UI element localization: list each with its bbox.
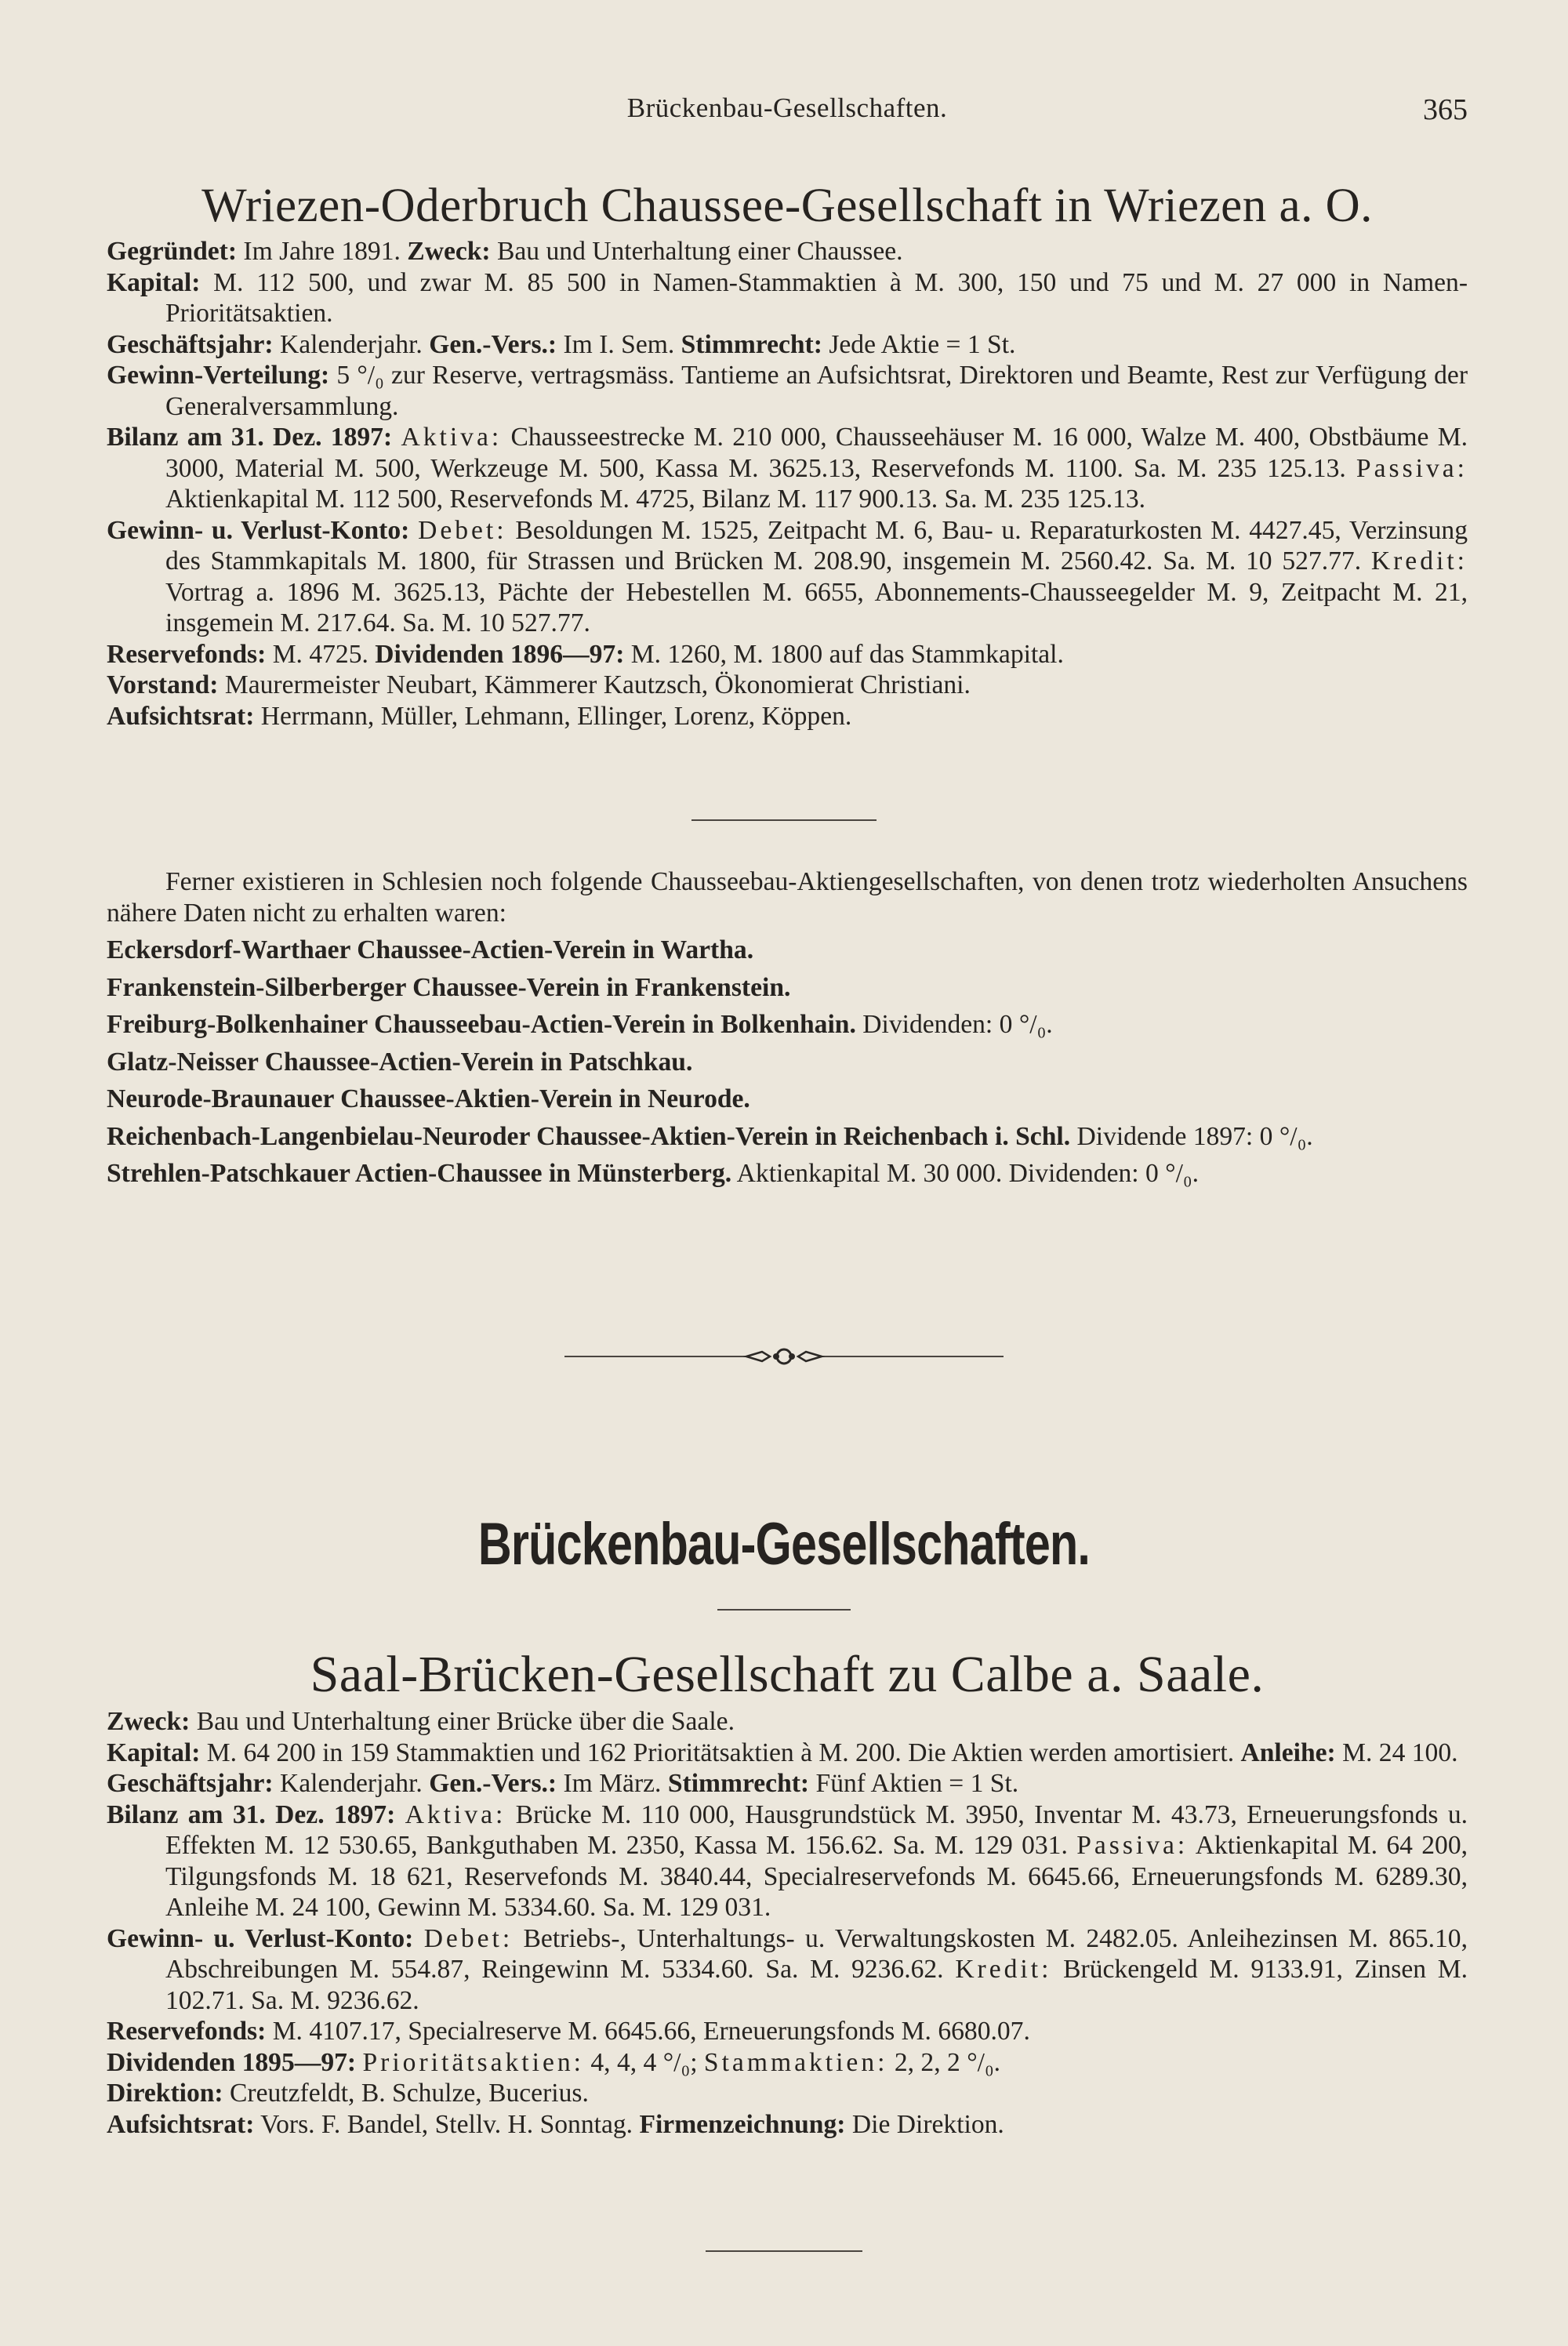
text: Aktienkapital M. 30 000. Dividenden: 0 °/₀. bbox=[731, 1159, 1200, 1188]
label: Anleihe: bbox=[1240, 1738, 1336, 1767]
entry-reservefonds bbox=[107, 2016, 1468, 2047]
company-list-item bbox=[107, 1121, 1468, 1153]
entry-guv bbox=[107, 1923, 1468, 2017]
company-list-item bbox=[107, 1047, 1468, 1078]
label: Direktion: bbox=[107, 2079, 223, 2108]
label: Zweck: bbox=[407, 237, 491, 266]
label: Reservefonds: bbox=[107, 2017, 267, 2046]
text: Bau und Unterhaltung einer Brücke über die Saale. bbox=[190, 1707, 735, 1736]
entry-guv bbox=[107, 515, 1468, 639]
entry-kapital bbox=[107, 1738, 1468, 1769]
text: Vors. F. Bandel, Stellv. H. Sonntag. bbox=[254, 2109, 640, 2139]
passiva-label: Passiva: bbox=[1076, 1831, 1189, 1860]
text: Maurermeister Neubart, Kämmerer Kautzsch, Ökonomierat Christiani. bbox=[218, 670, 971, 699]
text: Herrmann, Müller, Lehmann, Ellinger, Lorenz, Köppen. bbox=[254, 701, 852, 731]
entry-bilanz bbox=[107, 422, 1468, 515]
company-list-item bbox=[107, 972, 1468, 1004]
entry-bilanz bbox=[107, 1799, 1468, 1923]
company-name: Frankenstein-Silberberger Chaussee-Verein in Frankenstein. bbox=[107, 972, 791, 1002]
entry-gegruendet bbox=[107, 236, 1468, 267]
label: Bilanz am 31. Dez. 1897: bbox=[107, 423, 393, 452]
label: Gewinn-Verteilung: bbox=[107, 361, 330, 390]
text: M. 64 200 in 159 Stammaktien und 162 Prioritätsaktien à M. 200. Die Aktien werden amortisiert. bbox=[200, 1738, 1241, 1767]
text: Chausseestrecke M. 210 000, Chausseehäuser M. 16 000, Walze M. 400, Obstbäume M. 3000, Material M. 500, Werkzeuge M. 500, Kassa M. 3625.13, Reservefonds M. 1100. Sa. M. 235 125.13. bbox=[165, 423, 1468, 483]
debet-label: Debet: bbox=[423, 1923, 514, 1953]
text: Aktienkapital M. 64 200, Tilgungsfonds M. 18 621, Reservefonds M. 3840.44, Specialreservefonds M. 6645.66, Erneuerungsfonds M. 6289.30, Anleihe M. 24 100, Gewinn M. 5334.60. Sa. M. 129 031. bbox=[165, 1831, 1468, 1922]
separator-rule bbox=[717, 1609, 851, 1611]
label: Firmenzeichnung: bbox=[639, 2109, 846, 2139]
kredit-label: Kredit: bbox=[1370, 547, 1468, 576]
kredit-label: Kredit: bbox=[955, 1955, 1052, 1984]
text: Fünf Aktien = 1 St. bbox=[809, 1769, 1019, 1798]
entry-geschaeftsjahr bbox=[107, 329, 1468, 361]
text: M. 4725. bbox=[266, 639, 376, 669]
text: Creutzfeldt, B. Schulze, Bucerius. bbox=[223, 2079, 589, 2108]
label: Dividenden 1895—97: bbox=[107, 2047, 357, 2077]
text: Vortrag a. 1896 M. 3625.13, Pächte der Hebestellen M. 6655, Abonnements-Chausseegelder M. 9, Zeitpacht M. 21, insgemein M. 217.64. Sa. M. 10 527.77. bbox=[165, 577, 1468, 637]
text: M. 112 500, und zwar M. 85 500 in Namen-Stammaktien à M. 300, 150 und 75 und M. 27 000 in Namen-Prioritätsaktien. bbox=[165, 267, 1468, 328]
text: Kalenderjahr. bbox=[273, 1769, 430, 1798]
company-wriezen bbox=[107, 176, 1468, 732]
entry-geschaeftsjahr bbox=[107, 1768, 1468, 1799]
label: Kapital: bbox=[107, 1738, 201, 1767]
text: Im I. Sem. bbox=[557, 329, 681, 359]
text: Im Jahre 1891. bbox=[237, 237, 408, 266]
separator-rule bbox=[691, 819, 877, 821]
text: Besoldungen M. 1525, Zeitpacht M. 6, Bau- u. Reparaturkosten M. 4427.45, Verzinsung des Stammkapitals M. 1800, für Strassen und Brücken M. 208.90, insgemein M. 2560.42. Sa. M. 10 527.77. bbox=[165, 515, 1468, 576]
label: Gegründet: bbox=[107, 237, 238, 266]
entry-gewinn-verteilung bbox=[107, 360, 1468, 422]
text: 4, 4, 4 °/₀; bbox=[584, 2047, 704, 2077]
label: Geschäftsjahr: bbox=[107, 1769, 274, 1798]
label: Stimmrecht: bbox=[667, 1769, 810, 1798]
label: Stimmrecht: bbox=[681, 329, 822, 359]
text: M. 24 100. bbox=[1335, 1738, 1458, 1767]
entry-zweck bbox=[107, 1706, 1468, 1738]
entry-aufsichtsrat bbox=[107, 701, 1468, 732]
running-head-title: Brückenbau-Gesellschaften. bbox=[626, 93, 948, 123]
label: Gewinn- u. Verlust-Konto: bbox=[107, 515, 410, 545]
text: Brücke M. 110 000, Hausgrundstück M. 3950, Inventar M. 43.73, Erneuerungsfonds u. Effekten M. 12 530.65, Bankguthaben M. 2350, Kassa M. 156.62. Sa. M. 129 031. bbox=[165, 1799, 1468, 1860]
company-calbe bbox=[107, 1645, 1468, 2140]
text: Dividende 1897: 0 °/₀. bbox=[1070, 1121, 1313, 1151]
company-name: Freiburg-Bolkenhainer Chausseebau-Actien-Verein in Bolkenhain. bbox=[107, 1010, 856, 1039]
company-name: Neurode-Braunauer Chaussee-Aktien-Verein in Neurode. bbox=[107, 1084, 750, 1113]
company-name: Eckersdorf-Warthaer Chaussee-Actien-Verein in Wartha. bbox=[107, 935, 754, 964]
entry-reservefonds bbox=[107, 639, 1468, 670]
label: Gewinn- u. Verlust-Konto: bbox=[107, 1923, 414, 1953]
label: Gen.-Vers.: bbox=[429, 1769, 557, 1798]
entry-direktion bbox=[107, 2078, 1468, 2109]
company-list-item bbox=[107, 1158, 1468, 1189]
label: Reservefonds: bbox=[107, 639, 267, 669]
ornament-divider-icon bbox=[564, 1341, 1004, 1372]
label: Geschäftsjahr: bbox=[107, 329, 274, 359]
prio-label: Prioritätsaktien: bbox=[362, 2047, 584, 2077]
label: Gen.-Vers.: bbox=[429, 329, 557, 359]
company-title: Wriezen-Oderbruch Chaussee-Gesellschaft in Wriezen a. O. bbox=[201, 180, 1373, 232]
page-number: 365 bbox=[1423, 93, 1468, 126]
text: Die Direktion. bbox=[845, 2109, 1004, 2139]
text: Jede Aktie = 1 St. bbox=[822, 329, 1016, 359]
company-name: Glatz-Neisser Chaussee-Actien-Verein in Patschkau. bbox=[107, 1047, 693, 1077]
entry-dividenden bbox=[107, 2047, 1468, 2079]
company-list-item bbox=[107, 935, 1468, 966]
label: Aufsichtsrat: bbox=[107, 701, 255, 731]
company-name: Strehlen-Patschkauer Actien-Chaussee in Münsterberg. bbox=[107, 1159, 732, 1188]
entry-kapital bbox=[107, 267, 1468, 329]
section-heading: Brückenbau-Gesellschaften. bbox=[477, 1511, 1091, 1578]
label: Vorstand: bbox=[107, 670, 219, 699]
aktiva-label: Aktiva: bbox=[405, 1799, 506, 1829]
text: Aktienkapital M. 112 500, Reservefonds M. 4725, Bilanz M. 117 900.13. Sa. M. 235 125.13. bbox=[165, 485, 1146, 514]
text: M. 1260, M. 1800 auf das Stammkapital. bbox=[624, 639, 1064, 669]
further-companies bbox=[107, 866, 1468, 1189]
text: Bau und Unterhaltung einer Chaussee. bbox=[490, 237, 903, 266]
label: Zweck: bbox=[107, 1707, 191, 1736]
stamm-label: Stammaktien: bbox=[703, 2047, 888, 2077]
intro-paragraph: Ferner existieren in Schlesien noch folgende Chausseebau-Aktiengesellschaften, von denen trotz wiederholten Ansuchens nähere Daten nicht zu erhalten waren: bbox=[107, 867, 1468, 928]
text: Kalenderjahr. bbox=[273, 329, 430, 359]
separator-rule bbox=[706, 2250, 862, 2252]
company-title: Saal-Brücken-Gesellschaft zu Calbe a. Saale. bbox=[310, 1646, 1265, 1703]
text: M. 4107.17, Specialreserve M. 6645.66, Erneuerungsfonds M. 6680.07. bbox=[266, 2017, 1030, 2046]
debet-label: Debet: bbox=[418, 515, 507, 545]
passiva-label: Passiva: bbox=[1356, 453, 1468, 483]
label: Bilanz am 31. Dez. 1897: bbox=[107, 1799, 396, 1829]
text: Betriebs-, Unterhaltungs- u. Verwaltungskosten M. 2482.05. Anleihezinsen M. 865.10, Abschreibungen M. 554.87, Reingewinn M. 5334.60. Sa. M. 9236.62. bbox=[165, 1923, 1468, 1984]
company-list-item bbox=[107, 1009, 1468, 1040]
text: Im März. bbox=[557, 1769, 668, 1798]
company-list-item bbox=[107, 1084, 1468, 1115]
entry-vorstand bbox=[107, 670, 1468, 701]
text: 2, 2, 2 °/₀. bbox=[887, 2047, 1001, 2077]
company-name: Reichenbach-Langenbielau-Neuroder Chaussee-Aktien-Verein in Reichenbach i. Schl. bbox=[107, 1121, 1071, 1151]
label: Kapital: bbox=[107, 267, 201, 297]
aktiva-label: Aktiva: bbox=[401, 423, 503, 452]
text: 5 °/₀ zur Reserve, vertragsmäss. Tantieme an Aufsichtsrat, Direktoren und Beamte, Rest zur Verfügung der Generalversammlung. bbox=[165, 361, 1468, 421]
entry-aufsichtsrat bbox=[107, 2109, 1468, 2141]
text: Brückengeld M. 9133.91, Zinsen M. 102.71. Sa. M. 9236.62. bbox=[165, 1955, 1468, 2015]
label: Dividenden 1896—97: bbox=[375, 639, 625, 669]
text: Dividenden: 0 °/₀. bbox=[855, 1010, 1053, 1039]
running-head bbox=[107, 93, 1468, 127]
label: Aufsichtsrat: bbox=[107, 2109, 255, 2139]
